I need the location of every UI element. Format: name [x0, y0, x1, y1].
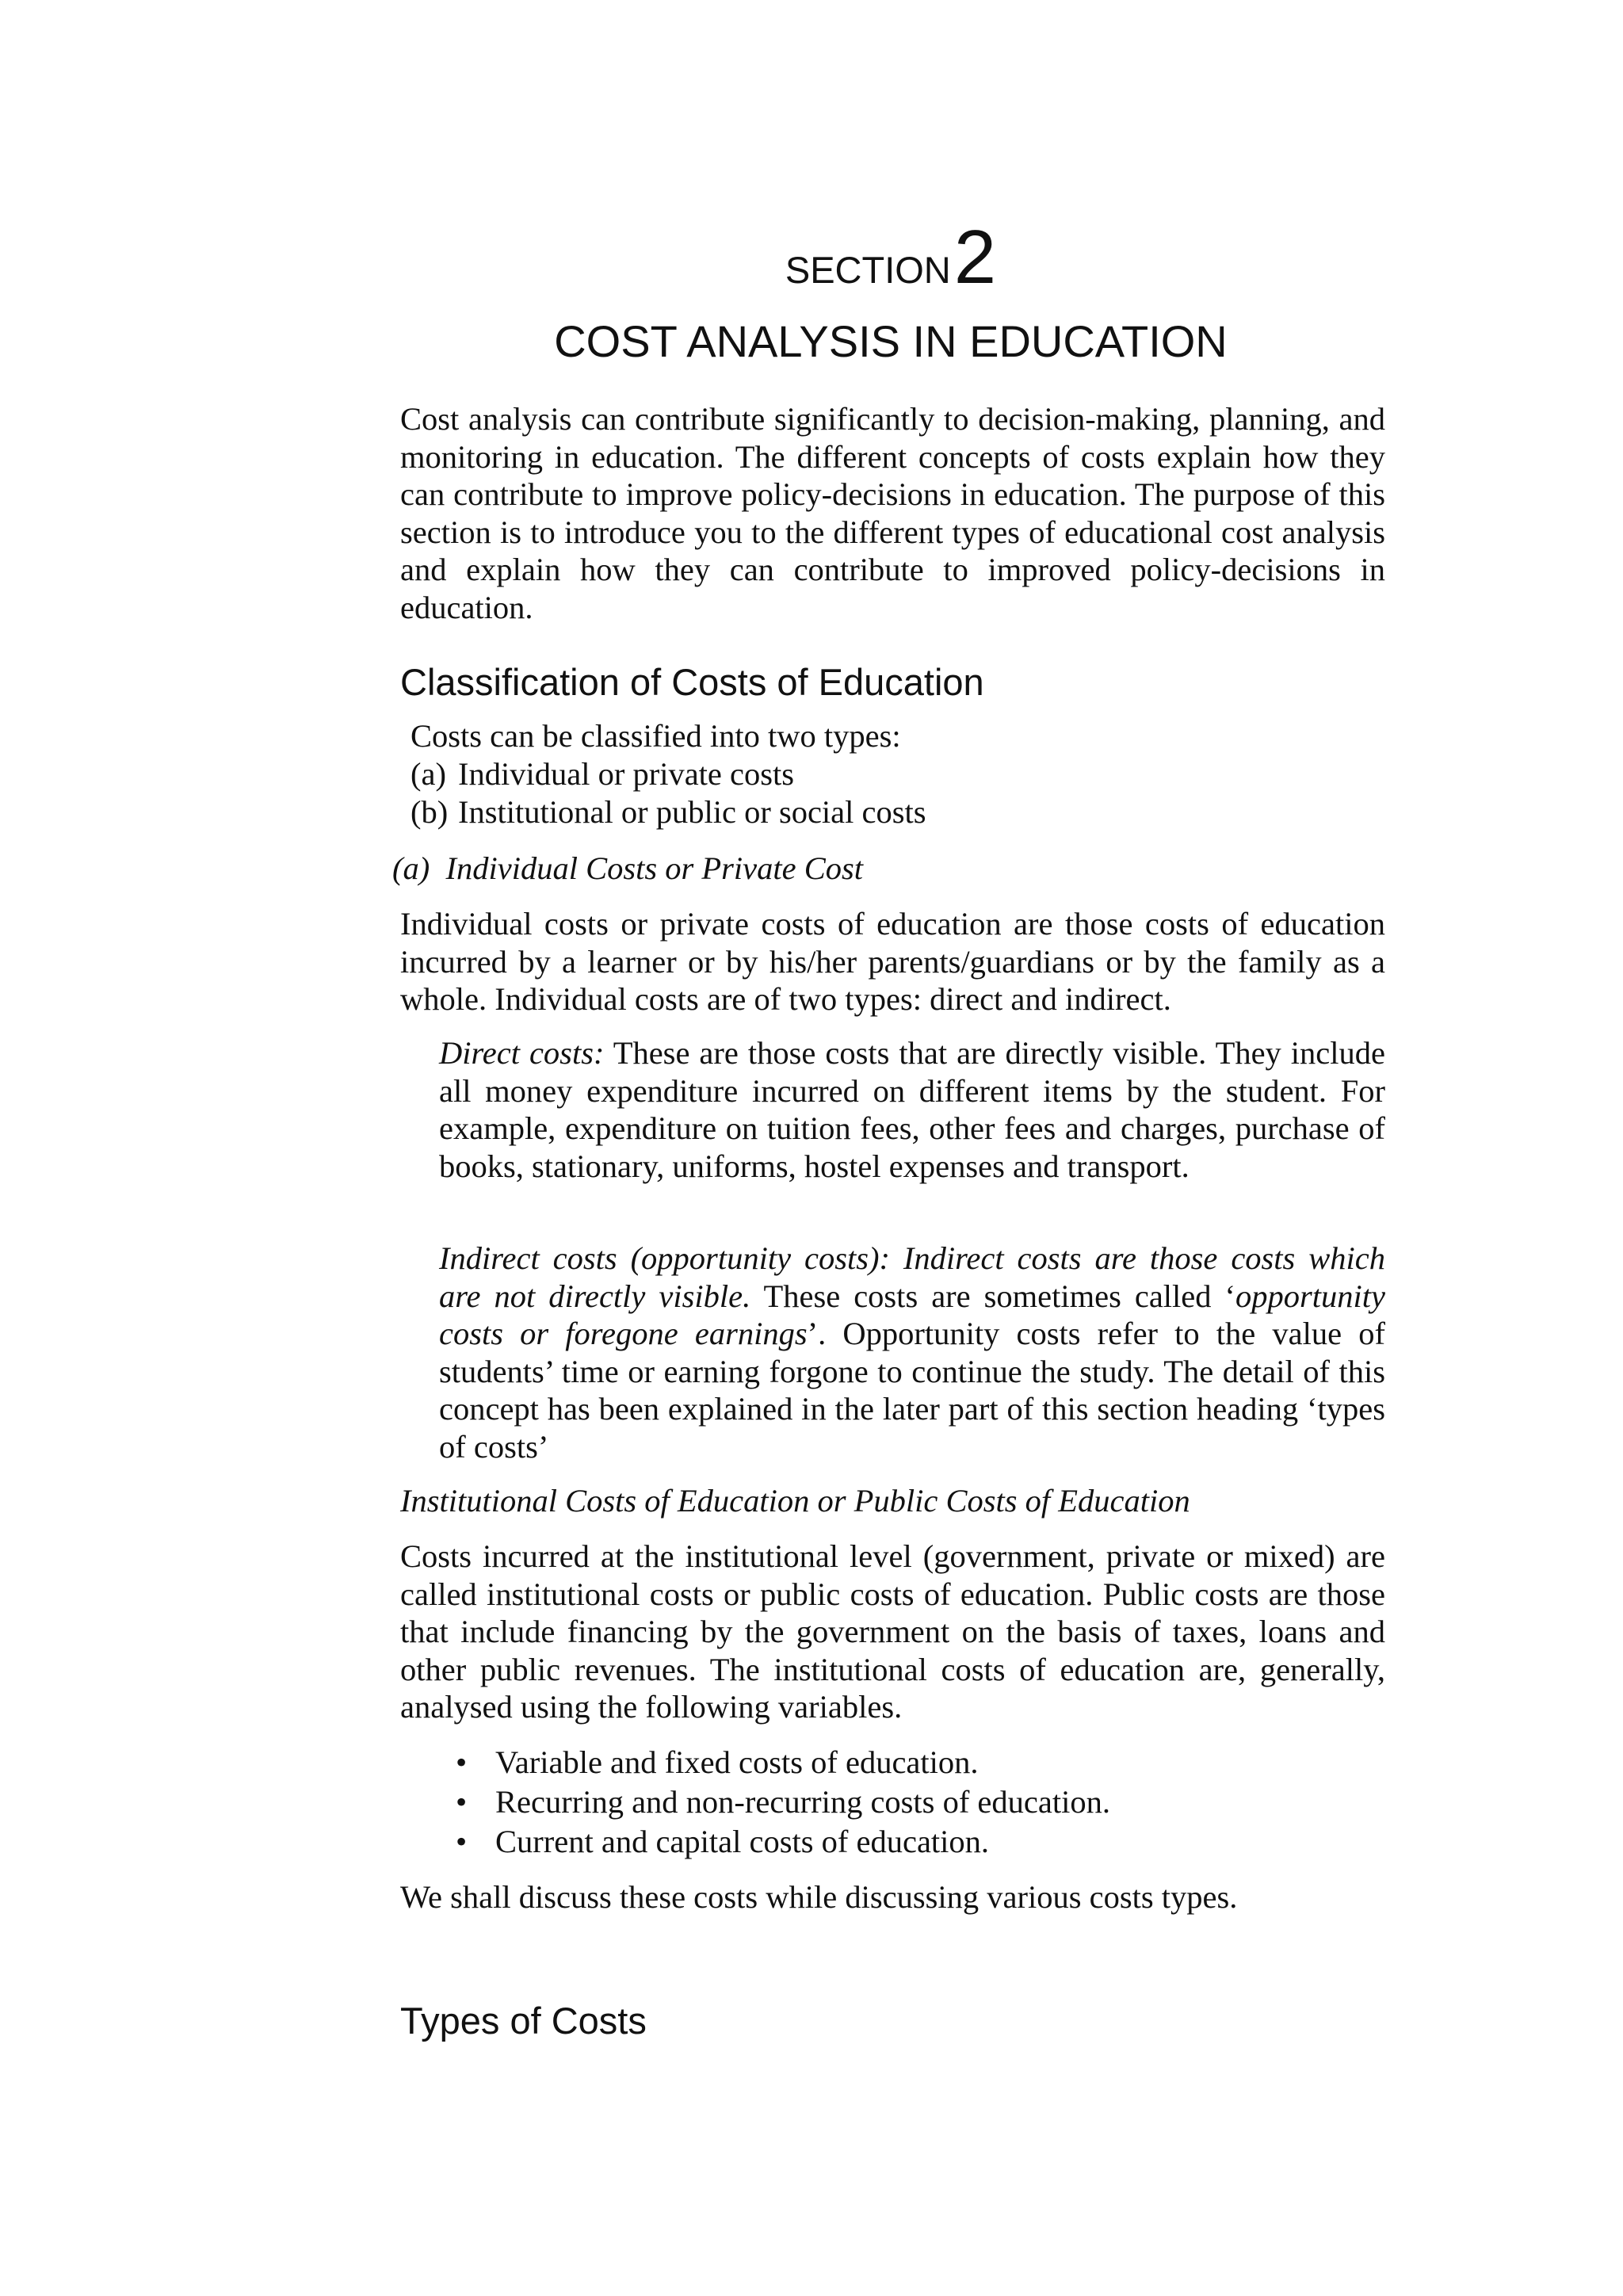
- types-of-costs-heading: Types of Costs: [400, 2000, 647, 2042]
- institutional-closing: We shall discuss these costs while discussing various costs types.: [400, 1879, 1238, 1915]
- institutional-paragraph: Costs incurred at the institutional level (government, private or mixed) are called institutional costs or public costs of education. Public costs are those that include financing by the government on the basis of taxes, loans and other public revenues. The institutional costs of education are, generally, analysed using the following variables.: [400, 1538, 1385, 1725]
- direct-costs-label: Direct costs:: [439, 1035, 605, 1071]
- classification-item-a-text: Individual or private costs: [458, 756, 795, 792]
- bullet-text: Recurring and non-recurring costs of education.: [495, 1784, 1110, 1820]
- bullet-item: [456, 1744, 979, 1781]
- bullet-icon: •: [456, 1784, 468, 1820]
- bullet-item: [456, 1783, 1110, 1820]
- individual-costs-heading: (a) Individual Costs or Private Cost: [392, 850, 863, 886]
- indirect-costs-paragraph: [439, 1240, 1385, 1465]
- indirect-costs-text-a: These costs are sometimes called ‘: [750, 1278, 1235, 1314]
- indirect-costs-block: [439, 1240, 1385, 1465]
- institutional-costs-heading: Institutional Costs of Education or Public Costs of Education: [400, 1483, 1190, 1519]
- classification-lead: Costs can be classified into two types:: [411, 718, 901, 754]
- section-word: SECTION: [785, 249, 951, 291]
- classification-heading: Classification of Costs of Education: [400, 661, 984, 703]
- section-label: [0, 214, 1623, 301]
- classification-item-a: [411, 755, 795, 793]
- individual-paragraph-block: [400, 905, 1385, 1018]
- bullet-text: Variable and fixed costs of education.: [495, 1744, 979, 1780]
- bullet-icon: •: [456, 1824, 468, 1859]
- classification-item-a-marker: (a): [411, 756, 446, 792]
- intro-paragraph-block: [400, 400, 1385, 626]
- direct-costs-block: [439, 1034, 1385, 1185]
- direct-costs-text: These are those costs that are directly visible. They include all money expenditure incurred on different items by the student. For example, expenditure on tuition fees, other fees and charges, purchase of books, stationary, uniforms, hostel expenses and transport.: [439, 1035, 1385, 1184]
- bullet-icon: •: [456, 1744, 468, 1780]
- opportunity-costs-term: opportunity costs or foregone earnings: [439, 1278, 1385, 1351]
- indirect-costs-text-b: ’. Opportunity costs refer to the value of students’ time or earning forgone to continue the study. The detail of this concept has been explained in the later part of this section heading ‘types of costs’: [439, 1316, 1385, 1465]
- indirect-costs-label: Indirect costs (opportunity costs): Indirect costs are those costs which are not directly visible.: [439, 1240, 1385, 1314]
- classification-item-b-text: Institutional or public or social costs: [458, 794, 926, 830]
- page-title: COST ANALYSIS IN EDUCATION: [554, 316, 1228, 366]
- section-number: 2: [953, 215, 997, 300]
- individual-paragraph: Individual costs or private costs of education are those costs of education incurred by a learner or by his/her parents/guardians or by the family as a whole. Individual costs are of two types: direct and indirect.: [400, 906, 1385, 1017]
- direct-costs-paragraph: [439, 1034, 1385, 1185]
- institutional-paragraph-block: [400, 1538, 1385, 1726]
- bullet-text: Current and capital costs of education.: [495, 1824, 990, 1859]
- classification-item-b: [411, 793, 926, 831]
- classification-item-b-marker: (b): [411, 794, 449, 830]
- intro-paragraph: Cost analysis can contribute significantly to decision-making, planning, and monitoring in education. The different concepts of costs explain how they can contribute to improve policy-decisions in education. The purpose of this section is to introduce you to the different types of educational cost analysis and explain how they can contribute to improved policy-decisions in education.: [400, 401, 1385, 625]
- bullet-item: [456, 1823, 990, 1860]
